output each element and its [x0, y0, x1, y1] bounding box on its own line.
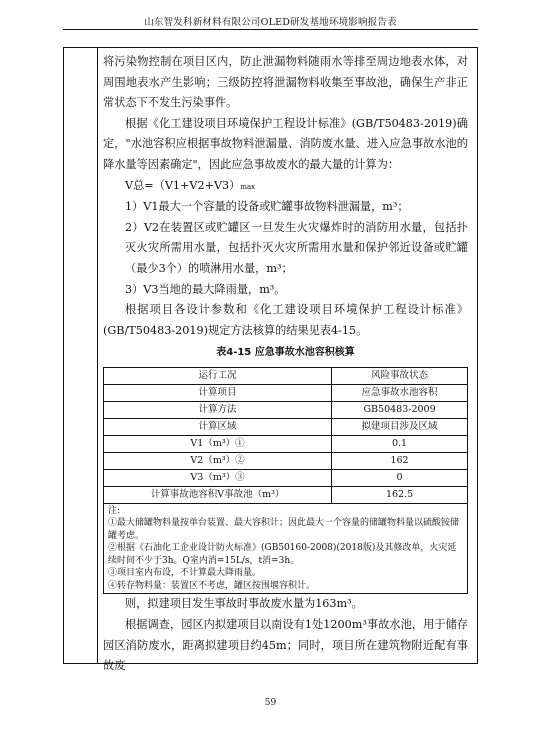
- formula: [103, 176, 468, 198]
- table-cell: 计算方法: [104, 401, 332, 418]
- note-line: ④转存物料量：装置区不考虑，罐区按围堰容积计。: [108, 580, 316, 591]
- table-cell: 拟建项目涉及区域: [332, 418, 468, 435]
- paragraph-2: 根据《化工建设项目环境保护工程设计标准》(GB/T50483-2019)确定，"水池容积应根据事故物料泄漏量、消防废水量、进入应急事故水池的降水量等因素确定"，因此应急事故废水的最大量的计算为：: [103, 116, 468, 171]
- table-cell: V1（m³）①: [104, 435, 332, 452]
- header-rule: [63, 29, 478, 30]
- frame-divider: [97, 48, 98, 663]
- table-caption: 表4-15 应急事故水池容积核算: [216, 347, 355, 359]
- note-line: 注:: [108, 505, 121, 516]
- table-cell: 风险事故状态: [332, 367, 468, 384]
- paragraph-4: 则，拟建项目发生事故时事故废水量为163m³。: [125, 597, 363, 611]
- page-number: 59: [264, 698, 277, 708]
- table-row: [104, 418, 468, 435]
- table-cell: 162: [332, 452, 468, 469]
- table-cell: 0.1: [332, 435, 468, 452]
- table-row: [104, 384, 468, 401]
- list-item-1: 1）V1最大一个容量的设备或贮罐事故物料泄漏量，m³；: [125, 200, 409, 214]
- table-cell: 运行工况: [104, 367, 332, 384]
- table-cell: 162.5: [332, 486, 468, 503]
- note-line: ③项目室内布设，不计算最大降雨量。: [108, 568, 262, 579]
- paragraph-1: 将污染物控制在项目区内，防止泄漏物料随雨水等排至周边地表水体，对周围地表水产生影响；三级防控将泄漏物料收集至事故池，确保生产非正常状态下不发生污染事件。: [103, 55, 468, 110]
- accident-pool-table: [103, 367, 468, 504]
- paragraph-3: 根据项目各设计参数和《化工建设项目环境保护工程设计标准》(GB/T50483-2019)规定方法核算的结果见表4-15。: [103, 303, 468, 337]
- table-cell: GB50483-2009: [332, 401, 468, 418]
- table-row: [104, 452, 468, 469]
- note-line: ①最大储罐物料量按单台装置、最大容积计；因此最大一个容量的储罐物料量以硫酸铵储罐考虑。: [108, 518, 460, 541]
- list-item-2: 2）V2在装置区或贮罐区一旦发生火灾爆炸时的消防用水量，包括扑灭火灾所需用水量，包括扑灭火灾所需用水量和保护邻近设备或贮罐（最少3个）的喷淋用水量，m³；: [125, 220, 468, 275]
- main-content: [103, 52, 468, 677]
- table-row: [104, 367, 468, 384]
- table-row: [104, 486, 468, 503]
- formula-subscript: max: [240, 182, 256, 191]
- formula-main: V总=（V1+V2+V3）: [125, 178, 241, 192]
- table-cell: 0: [332, 469, 468, 486]
- table-notes: [103, 504, 468, 595]
- table-cell: 应急事故水池容积: [332, 384, 468, 401]
- paragraph-5: 根据调查，园区内拟建项目以南设有1处1200m³事故水池，用于储存园区消防废水，距离拟建项目约45m；同时，项目所在建筑物附近配有事故废: [103, 618, 468, 673]
- list-item-3: 3）V3当地的最大降雨量，m³。: [125, 282, 286, 296]
- table-cell: 计算区域: [104, 418, 332, 435]
- table-cell: V2（m³）②: [104, 452, 332, 469]
- table-row: [104, 401, 468, 418]
- table-row: [104, 435, 468, 452]
- table-row: [104, 469, 468, 486]
- page-header: 山东智发科新材料有限公司OLED研发基地环境影响报告表: [144, 17, 397, 28]
- note-line: ②根据《石油化工企业设计防火标准》(GB50160-2008)(2018版)及其修改单，火灾延续时间不少于3h。Q室内消=15L/s，t消=3h。: [108, 543, 457, 566]
- table-cell: 计算事故池容积V事故池（m³）: [104, 486, 332, 503]
- table-cell: V3（m³）③: [104, 469, 332, 486]
- table-cell: 计算项目: [104, 384, 332, 401]
